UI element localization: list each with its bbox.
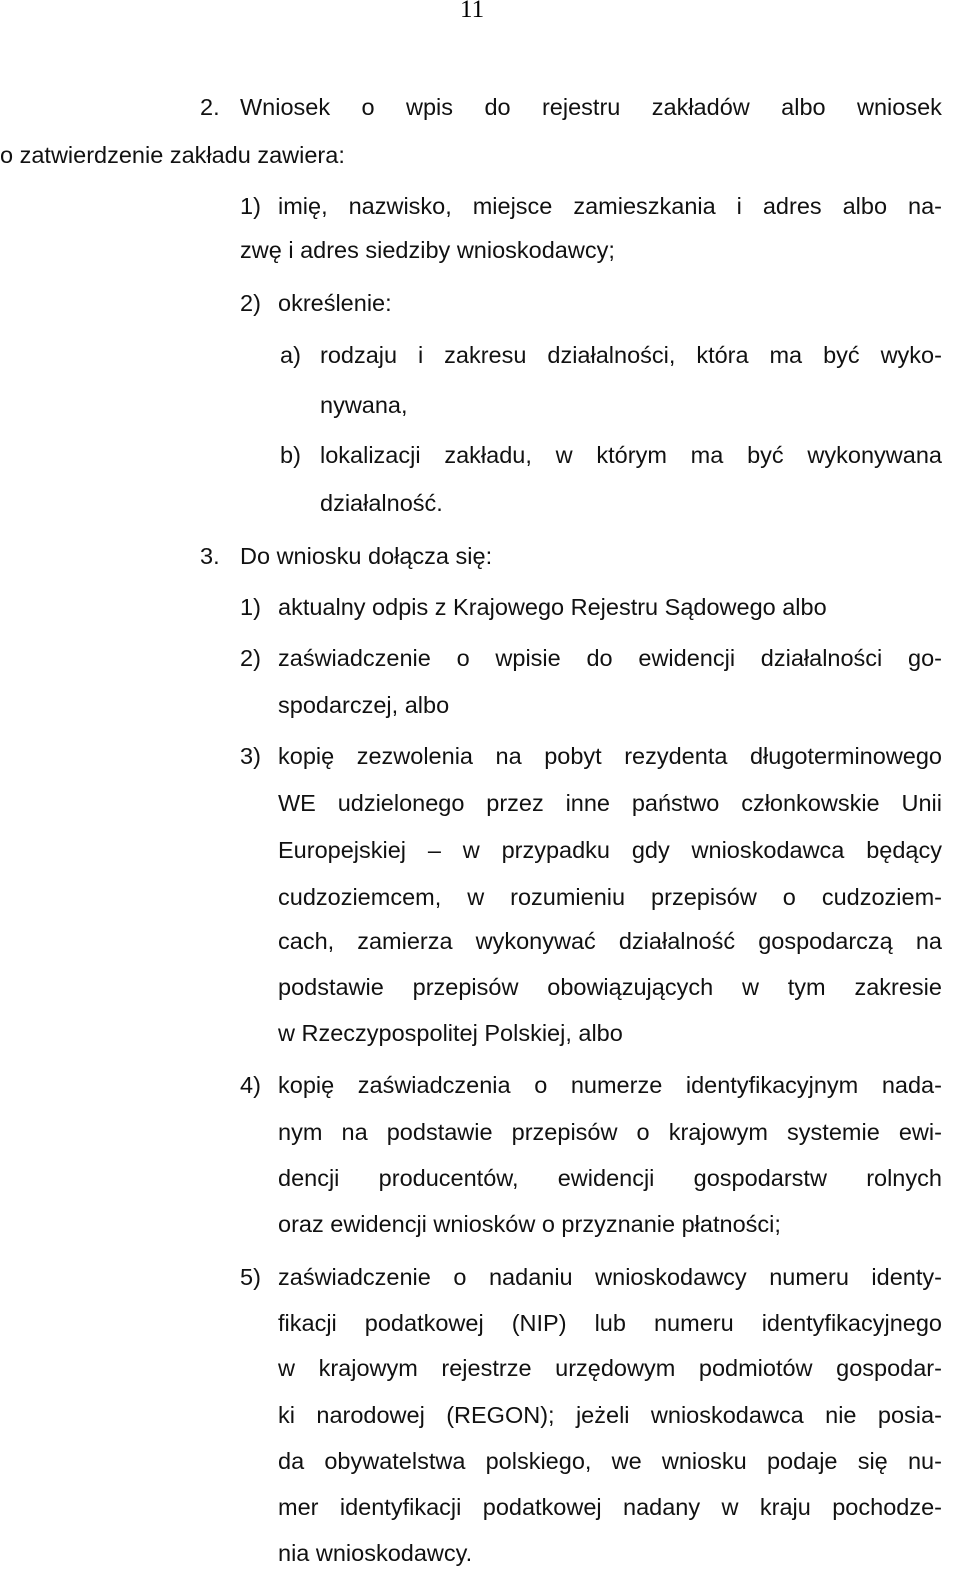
word: lub (594, 1310, 626, 1336)
word: obywatelstwa (324, 1448, 466, 1474)
word: producentów, (378, 1165, 519, 1191)
word: mer (278, 1494, 319, 1520)
section-3-item-4-line-3 (278, 1163, 942, 1193)
word: zakresie (854, 974, 942, 1000)
section-2-label: 2. (200, 94, 220, 120)
word: wykonywana (807, 442, 942, 468)
word: narodowej (316, 1402, 425, 1428)
word: gospodarstw (693, 1165, 827, 1191)
word: nadany (623, 1494, 701, 1520)
word: zakładu, (444, 442, 532, 468)
word: wyko- (880, 342, 942, 368)
word: zaświadczenie (278, 1264, 431, 1290)
word: zaświadczenia (357, 1072, 511, 1098)
word: podatkowej (482, 1494, 602, 1520)
section-3-item-5-line-7: nia wnioskodawcy. (278, 1540, 473, 1566)
word: na- (908, 193, 942, 219)
word: być (747, 442, 784, 468)
word: w (278, 1355, 295, 1381)
word: być (823, 342, 860, 368)
word: i (418, 342, 424, 368)
section-3-item-2-number: 2) (240, 645, 261, 671)
word: kraju (759, 1494, 811, 1520)
word: adres (762, 193, 822, 219)
word: gdy (631, 837, 670, 863)
word: identyfikacyjnego (761, 1310, 942, 1336)
section-3-item-4-line-4: oraz ewidencji wniosków o przyznanie płatności; (278, 1211, 781, 1237)
word: wnioskodawcy (595, 1264, 747, 1290)
word: działalności (760, 645, 883, 671)
word: zakresu (444, 342, 527, 368)
section-3-item-3-line-2 (278, 788, 942, 818)
word: do (484, 94, 511, 120)
word: wnioskodawca (691, 837, 845, 863)
word: wykonywać (475, 928, 596, 954)
word: o (534, 1072, 548, 1098)
word: identy- (871, 1264, 942, 1290)
section-3-label: 3. (200, 543, 220, 569)
word: wpisie (495, 645, 561, 671)
word: Europejskiej (278, 837, 407, 863)
section-2-sub-b-line-1 (320, 440, 942, 470)
word: przepisów (651, 884, 757, 910)
word: wpis (406, 94, 454, 120)
section-2-sub-b-line-2: działalność. (320, 490, 443, 516)
word: o (636, 1119, 650, 1145)
section-3-item-3-line-1 (278, 741, 942, 771)
word: udzielonego (337, 790, 465, 816)
word: o (361, 94, 375, 120)
section-3-item-5-number: 5) (240, 1264, 261, 1290)
word: nadaniu (488, 1264, 573, 1290)
word: przypadku (501, 837, 610, 863)
word: w (462, 837, 480, 863)
word: albo (842, 193, 888, 219)
word: ewidencji (557, 1165, 655, 1191)
section-2-sub-a-line-2: nywana, (320, 392, 408, 418)
word: na (915, 928, 942, 954)
section-3-item-5-line-3 (278, 1353, 942, 1383)
word: w (741, 974, 759, 1000)
word: wniosku (661, 1448, 747, 1474)
word: którym (596, 442, 667, 468)
section-3-item-4-line-1 (278, 1070, 942, 1100)
word: dencji (278, 1165, 340, 1191)
section-2-intro-line-1 (240, 92, 942, 122)
section-3-item-5-line-2 (278, 1308, 942, 1338)
section-3-item-3-line-5 (278, 926, 942, 956)
word: ewi- (898, 1119, 942, 1145)
word: państwo (631, 790, 720, 816)
word: kopię (278, 1072, 335, 1098)
word: zakładów (651, 94, 750, 120)
word: na (341, 1119, 368, 1145)
word: polskiego, (485, 1448, 592, 1474)
section-3-item-5-line-4 (278, 1400, 942, 1430)
word: zaświadczenie (278, 645, 431, 671)
section-2-sub-a-line-1 (320, 340, 942, 370)
word: identyfikacji (339, 1494, 462, 1520)
section-3-item-1-number: 1) (240, 594, 261, 620)
section-3-item-2-line-2: spodarczej, albo (278, 692, 450, 718)
word: WE (278, 790, 316, 816)
word: urzędowym (555, 1355, 676, 1381)
word: nym (278, 1119, 323, 1145)
word: go- (908, 645, 942, 671)
word: Unii (901, 790, 942, 816)
word: nazwisko, (348, 193, 452, 219)
word: się (857, 1448, 888, 1474)
word: na (495, 743, 522, 769)
word: – (427, 837, 441, 863)
word: albo (781, 94, 826, 120)
section-2-intro-line-2: o zatwierdzenie zakładu zawiera: (0, 142, 345, 168)
word: podstawie (386, 1119, 493, 1145)
section-3-item-5-line-6 (278, 1492, 942, 1522)
word: numeru (653, 1310, 734, 1336)
word: w (467, 884, 485, 910)
word: o (453, 1264, 467, 1290)
word: o (456, 645, 470, 671)
word: rezydenta (624, 743, 728, 769)
word: we (611, 1448, 642, 1474)
word: miejsce (472, 193, 553, 219)
word: inne (565, 790, 610, 816)
word: długoterminowego (749, 743, 942, 769)
word: pobyt (544, 743, 602, 769)
word: lokalizacji (320, 442, 421, 468)
word: zamieszkania (573, 193, 716, 219)
word: do (586, 645, 613, 671)
word: rozumieniu (510, 884, 626, 910)
word: podstawie (278, 974, 384, 1000)
word: gospodarczą (758, 928, 893, 954)
word: tym (787, 974, 826, 1000)
word: cach, (278, 928, 335, 954)
word: zezwolenia (356, 743, 473, 769)
word: cudzoziemcem, (278, 884, 442, 910)
word: działalności, (547, 342, 676, 368)
word: podmiotów (698, 1355, 813, 1381)
word: będący (866, 837, 942, 863)
word: imię, (278, 193, 328, 219)
word: która (696, 342, 749, 368)
word: cudzoziem- (821, 884, 942, 910)
word: identyfikacyjnym (685, 1072, 859, 1098)
word: numerze (570, 1072, 663, 1098)
word: jeżeli (575, 1402, 630, 1428)
word: rejestru (541, 94, 621, 120)
section-3-item-1-text: aktualny odpis z Krajowego Rejestru Sądowego albo (278, 594, 827, 620)
word: i (736, 193, 742, 219)
word: (NIP) (511, 1310, 567, 1336)
section-3-item-3-line-3 (278, 835, 942, 865)
section-2-item-2-text: określenie: (278, 290, 392, 316)
section-2-item-2-number: 2) (240, 290, 261, 316)
word: przez (486, 790, 544, 816)
word: podatkowej (364, 1310, 484, 1336)
section-3-item-3-line-6 (278, 972, 942, 1002)
section-2-sub-a-label: a) (280, 342, 301, 368)
word: wniosek (857, 94, 942, 120)
section-2-sub-b-label: b) (280, 442, 301, 468)
section-2-item-1-line-2: zwę i adres siedziby wnioskodawcy; (240, 237, 615, 263)
word: działalność (618, 928, 736, 954)
section-2-item-1-number: 1) (240, 193, 261, 219)
section-3-item-4-line-2 (278, 1117, 942, 1147)
word: numeru (769, 1264, 849, 1290)
word: pochodze- (832, 1494, 942, 1520)
word: kopię (278, 743, 335, 769)
word: da (278, 1448, 305, 1474)
word: nie (825, 1402, 857, 1428)
section-3-item-3-line-4 (278, 882, 942, 912)
word: ki (278, 1402, 295, 1428)
page-number: 11 (460, 0, 485, 23)
word: zamierza (357, 928, 453, 954)
word: rejestrze (441, 1355, 532, 1381)
word: wnioskodawca (650, 1402, 804, 1428)
word: przepisów (511, 1119, 618, 1145)
word: krajowym (668, 1119, 768, 1145)
word: członkowskie (741, 790, 880, 816)
word: ma (690, 442, 724, 468)
word: ewidencji (638, 645, 736, 671)
word: o (782, 884, 796, 910)
section-3-intro: Do wniosku dołącza się: (240, 543, 493, 569)
section-3-item-5-line-1 (278, 1262, 942, 1292)
word: ma (769, 342, 803, 368)
word: w (721, 1494, 739, 1520)
word: nada- (881, 1072, 942, 1098)
word: w (555, 442, 573, 468)
word: gospodar- (836, 1355, 942, 1381)
word: posia- (877, 1402, 942, 1428)
word: systemie (787, 1119, 880, 1145)
word: fikacji (278, 1310, 337, 1336)
section-3-item-3-number: 3) (240, 743, 261, 769)
word: obowiązujących (547, 974, 714, 1000)
word: (REGON); (446, 1402, 555, 1428)
section-2-item-1-line-1 (278, 191, 942, 221)
section-3-item-4-number: 4) (240, 1072, 261, 1098)
word: Wniosek (240, 94, 331, 120)
word: podaje (766, 1448, 838, 1474)
section-3-item-3-line-7: w Rzeczypospolitej Polskiej, albo (278, 1020, 623, 1046)
word: przepisów (412, 974, 519, 1000)
section-3-item-5-line-5 (278, 1446, 942, 1476)
word: krajowym (318, 1355, 418, 1381)
word: rolnych (866, 1165, 942, 1191)
word: rodzaju (320, 342, 398, 368)
word: nu- (907, 1448, 942, 1474)
section-3-item-2-line-1 (278, 643, 942, 673)
